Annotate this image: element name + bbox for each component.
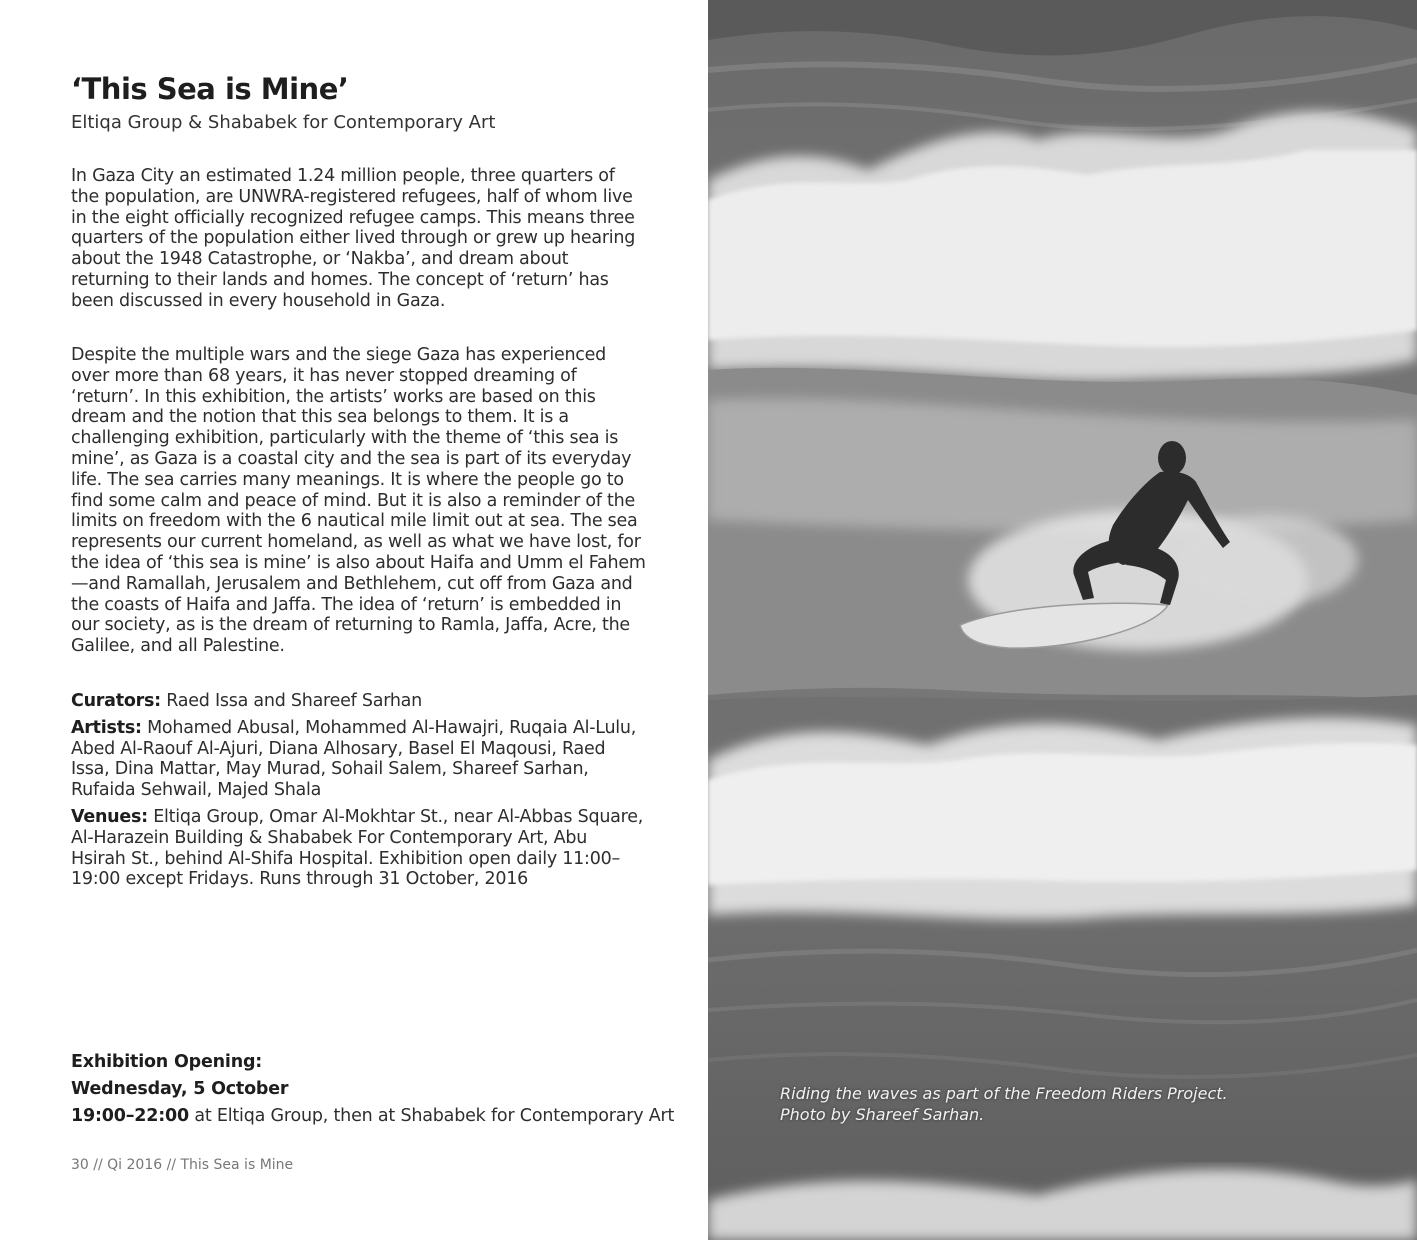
exhibition-opening <box>71 1049 674 1130</box>
opening-date: Wednesday, 5 October <box>71 1079 289 1099</box>
opening-time: 19:00–22:00 <box>71 1106 189 1126</box>
article-subtitle: Eltiqa Group & Shababek for Contemporary Art <box>71 112 496 133</box>
venues-value: Eltiqa Group, Omar Al-Mokhtar St., near Al-Abbas Square, Al-Harazein Building & Shababek For Contemporary Art, Abu Hsirah St., behind Al-Shifa Hospital. Exhibition open daily 11:00–19:00 except Fridays. Runs through 31 October, 2016 <box>71 806 644 890</box>
venues-label: Venues: <box>71 806 148 827</box>
venues-line <box>71 807 646 890</box>
caption-line-1: Riding the waves as part of the Freedom Riders Project. <box>780 1084 1228 1103</box>
body-paragraph-1: In Gaza City an estimated 1.24 million people, three quarters of the population, are UNWRA-registered refugees, half of whom live in the eight officially recognized refugee camps. This means three quarters of the population either lived through or grew up hearing about the 1948 Catastrophe, or ‘Nakba’, and dream about returning to their lands and homes. The concept of ‘return’ has been discussed in every household in Gaza. <box>71 166 636 311</box>
artists-line <box>71 718 646 801</box>
page-footer: 30 // Qi 2016 // This Sea is Mine <box>71 1157 294 1173</box>
text-page <box>0 0 708 1240</box>
body-paragraph-2: Despite the multiple wars and the siege Gaza has experienced over more than 68 years, it has never stopped dreaming of ‘return’. In this exhibition, the artists’ works are based on this dream and the notion that this sea belongs to them. It is a challenging exhibition, particularly with the theme of ‘this sea is mine’, as Gaza is a coastal city and the sea is part of its everyday life. The sea carries many meanings. It is where the people go to find some calm and peace of mind. But it is also a reminder of the limits on freedom with the 6 nautical mile limit out at sea. The sea represents our current homeland, as well as what we have lost, for the idea of ‘this sea is mine’ is also about Haifa and Umm el Fahem—and Ramallah, Jerusalem and Bethlehem, cut off from Gaza and the coasts of Haifa and Jaffa. The idea of ‘return’ is embedded in our society, as is the dream of returning to Ramla, Jaffa, Acre, the Galilee, and all Palestine. <box>71 345 646 657</box>
opening-heading: Exhibition Opening: <box>71 1052 263 1072</box>
artists-value: Mohamed Abusal, Mohammed Al-Hawajri, Ruqaia Al-Lulu, Abed Al-Raouf Al-Ajuri, Diana Alhosary, Basel El Maqousi, Raed Issa, Dina Mattar, May Murad, Sohail Salem, Shareef Sarhan, Rufaida Sehwail, Majed Shala <box>71 717 637 801</box>
surfer-photo <box>708 0 1417 1240</box>
caption-line-2: Photo by Shareef Sarhan. <box>780 1105 985 1124</box>
curators-value: Raed Issa and Shareef Sarhan <box>166 691 422 711</box>
curators-line <box>71 691 646 712</box>
article-title: ‘This Sea is Mine’ <box>71 72 349 106</box>
artists-label: Artists: <box>71 717 142 738</box>
photo-caption <box>780 1083 1228 1125</box>
opening-location: at Eltiqa Group, then at Shababek for Contemporary Art <box>188 1106 675 1126</box>
curators-label: Curators: <box>71 691 161 711</box>
credits-block <box>71 691 646 896</box>
sea-wave-image <box>708 0 1417 1240</box>
